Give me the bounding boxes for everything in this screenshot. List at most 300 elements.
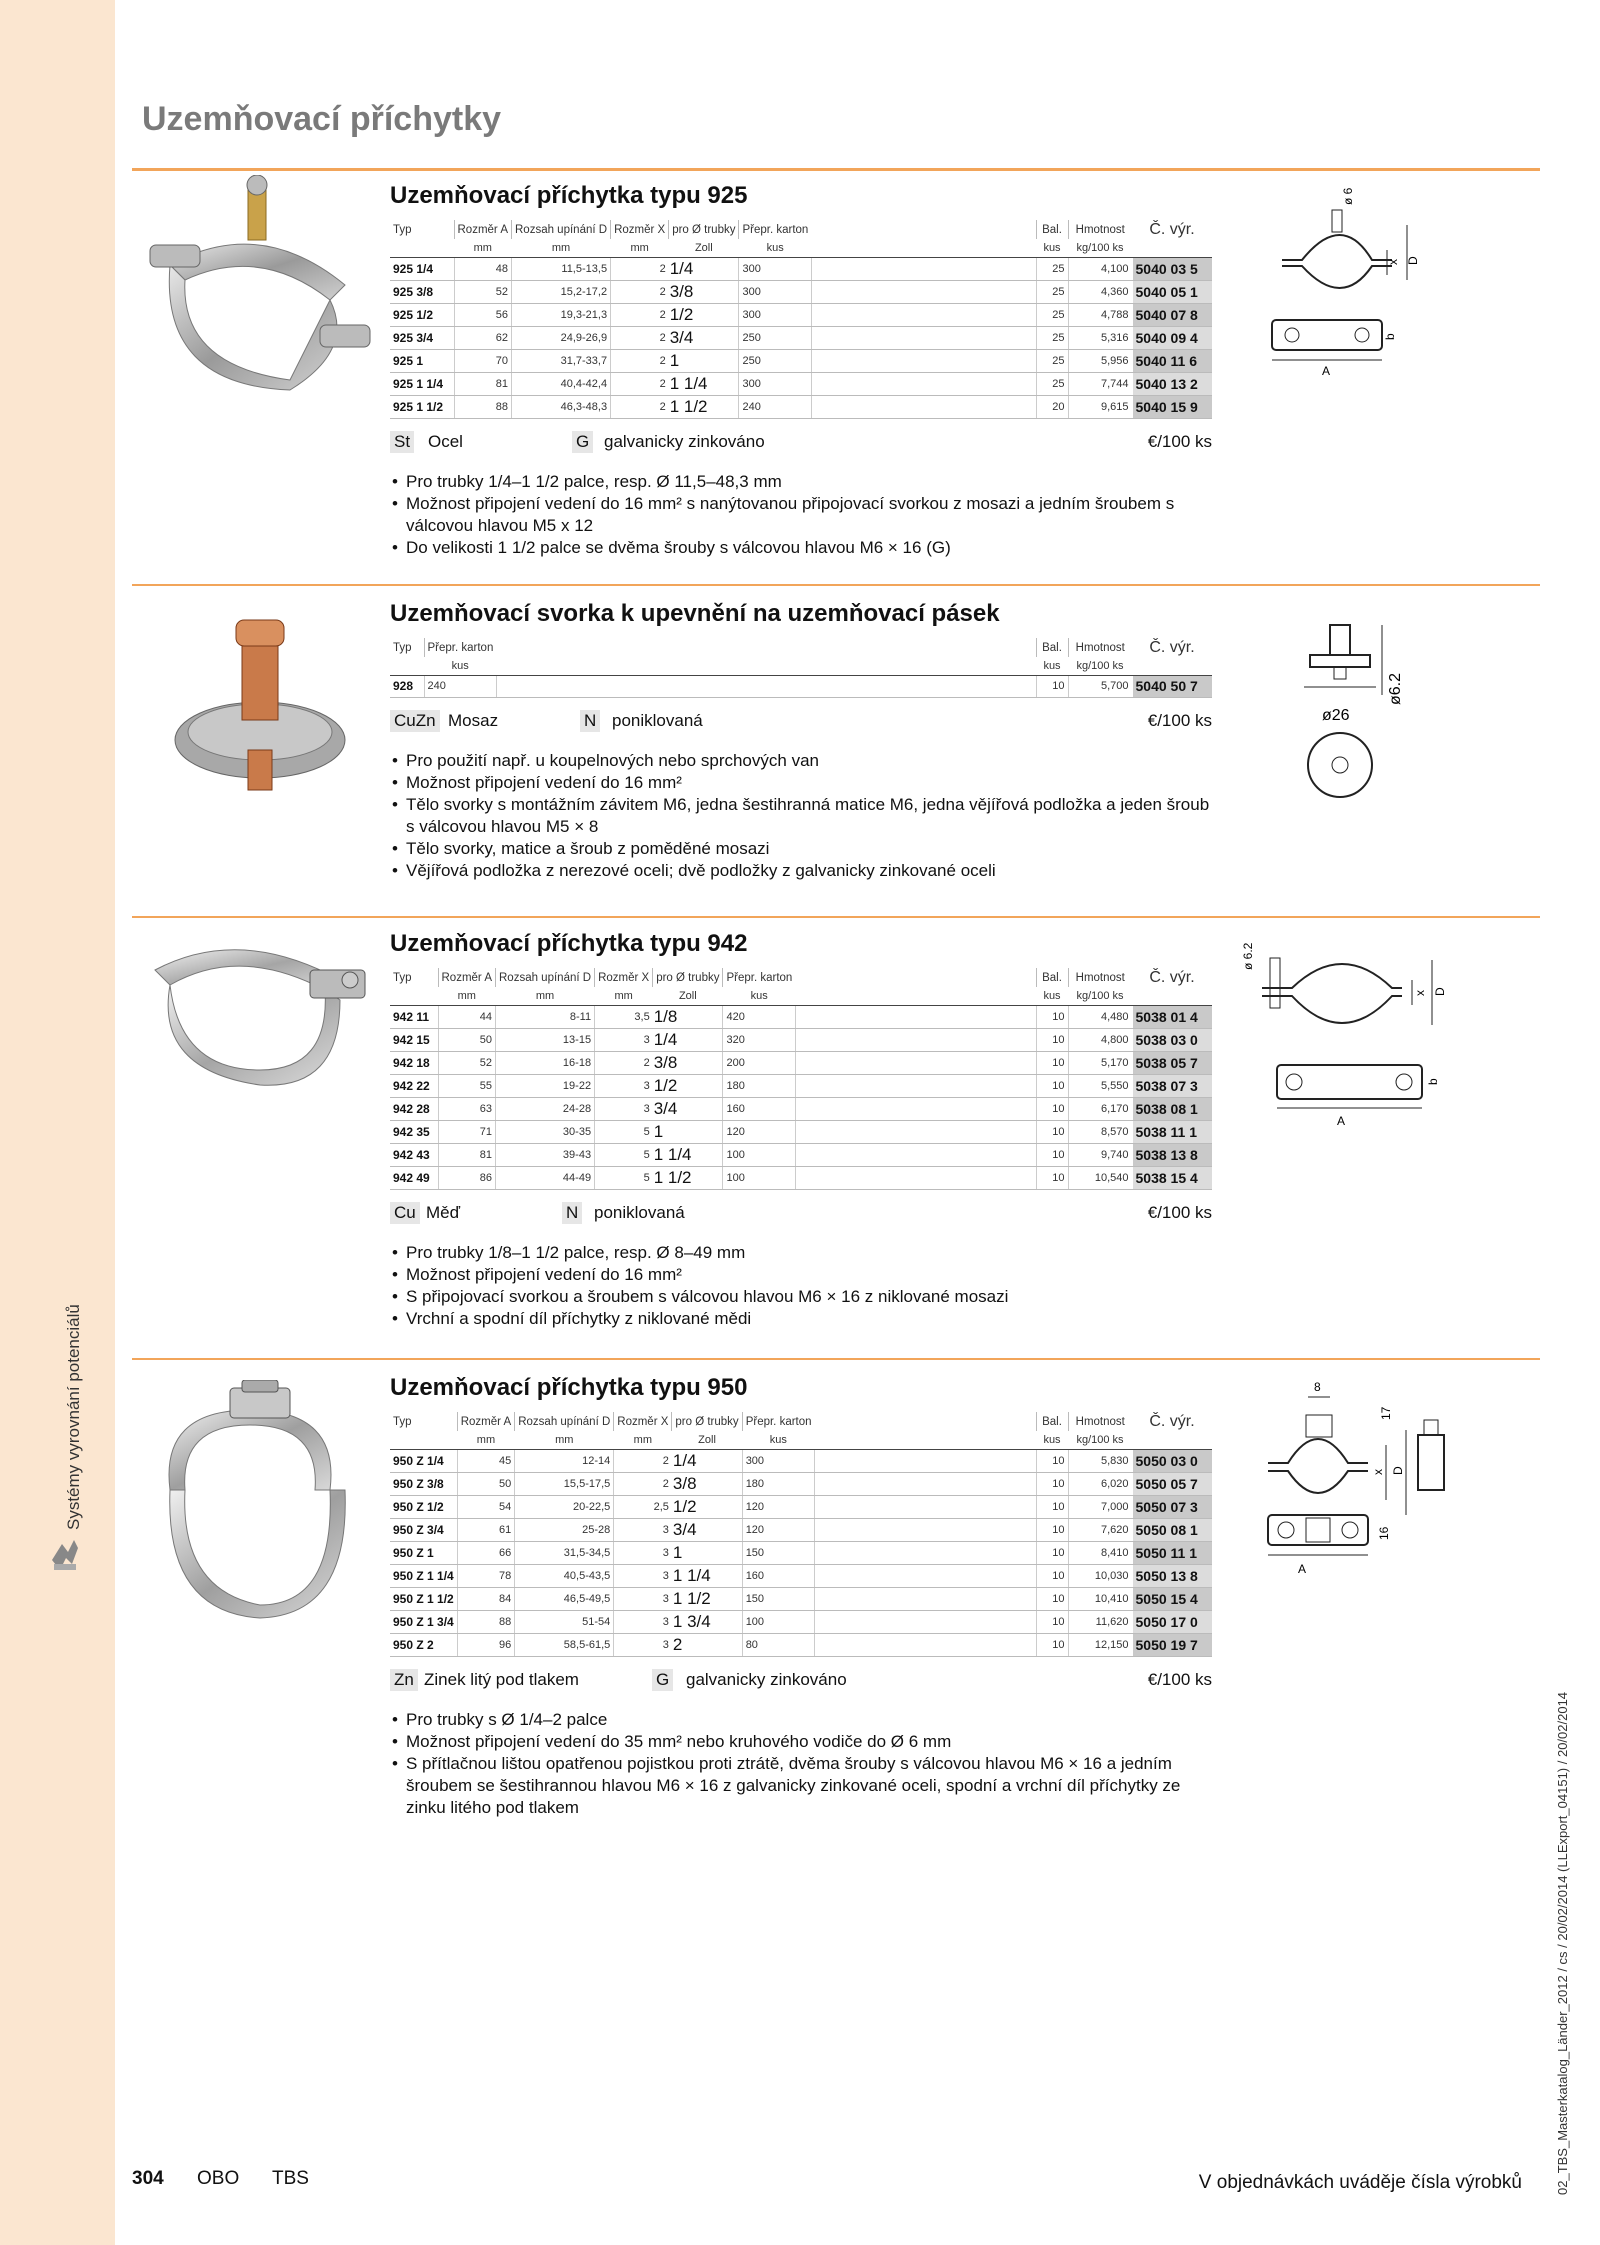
table-cell: 25 (1036, 372, 1068, 395)
table-cell (811, 239, 1036, 257)
footer-section: TBS (272, 2168, 309, 2189)
table-cell (811, 257, 1036, 280)
material-name: Ocel (428, 431, 463, 451)
table-cell (795, 1166, 1036, 1189)
col-hmotnost: Hmotnost (1068, 638, 1132, 657)
table-cell: 88 (457, 1610, 515, 1633)
section-title: Uzemňovací příchytka typu 925 (390, 182, 748, 209)
table-row (390, 1166, 1212, 1189)
table-cell (795, 1143, 1036, 1166)
table-cell: 925 1 1/2 (390, 395, 454, 418)
table-cell: 942 35 (390, 1120, 438, 1143)
table-cell: 100 (723, 1143, 795, 1166)
table-cell: 10 (1036, 1495, 1068, 1518)
table-cell: 2 (611, 372, 669, 395)
list-item: • Tělo svorky, matice a šroub z poměděné mosazi (390, 838, 1212, 860)
table-cell: 5050 17 0 (1132, 1610, 1212, 1633)
list-item: • Tělo svorky s montážním závitem M6, jedna šestihranná matice M6, jedna vějířová podložka a jeden šroub s válcovou hlavou M5 × 8 (390, 794, 1212, 838)
table-cell: 100 (742, 1610, 814, 1633)
table-cell: 950 Z 3/4 (390, 1518, 457, 1541)
table-cell: 5038 01 4 (1132, 1005, 1212, 1028)
bullet-list (390, 750, 1212, 882)
col-trubky: pro Ø trubky (669, 220, 739, 239)
table-cell: 4,800 (1068, 1028, 1132, 1051)
table-cell: 25 (1036, 280, 1068, 303)
table-cell: 5038 07 3 (1132, 1074, 1212, 1097)
table-cell (811, 395, 1036, 418)
table-cell: 925 1 1/4 (390, 372, 454, 395)
product-table-942 (390, 968, 1212, 1190)
table-cell: 250 (739, 349, 811, 372)
table-cell: 3 (614, 1564, 672, 1587)
table-cell: 10 (1036, 675, 1068, 697)
table-cell (1132, 657, 1212, 675)
page-title: Uzemňovací příchytky (142, 100, 502, 138)
table-cell: 5050 07 3 (1132, 1495, 1212, 1518)
table-cell: 10 (1036, 1143, 1068, 1166)
table-cell (1132, 239, 1212, 257)
material-line (390, 1202, 1212, 1232)
unit-mm: mm (595, 987, 653, 1005)
table-cell: 5 (595, 1143, 653, 1166)
unit-mm: mm (614, 1431, 672, 1449)
table-row (390, 1449, 1212, 1472)
drawing-label: 17 (1379, 1406, 1393, 1420)
table-cell: 62 (454, 326, 512, 349)
table-cell: 5050 03 0 (1132, 1449, 1212, 1472)
table-cell: 950 Z 3/8 (390, 1472, 457, 1495)
table-cell: 100 (723, 1166, 795, 1189)
col-rozsah: Rozsah upínání D (512, 220, 611, 239)
table-cell: 250 (739, 326, 811, 349)
table-cell: 1/4 (672, 1449, 742, 1472)
unit-kus: kus (739, 239, 811, 257)
list-item: • Vrchní a spodní díl příchytky z niklované mědi (390, 1308, 1212, 1330)
list-item: • Možnost připojení vedení do 16 mm² (390, 1264, 1212, 1286)
table-cell: 5040 15 9 (1132, 395, 1212, 418)
table-cell: 3 (595, 1074, 653, 1097)
table-cell: 160 (742, 1564, 814, 1587)
table-cell: 16-18 (496, 1051, 595, 1074)
table-cell: 5,170 (1068, 1051, 1132, 1074)
table-cell: 48 (454, 257, 512, 280)
table-cell: 1 1/2 (653, 1166, 723, 1189)
table-cell (795, 1051, 1036, 1074)
material-line (390, 710, 1212, 740)
table-cell (795, 1028, 1036, 1051)
table-row (390, 257, 1212, 280)
list-item: • S přítlačnou lištou opatřenou pojistkou proti ztrátě, dvěma šrouby s válcovou hlavou M6 × 16 a jedním šroubem se šestihrannou hlavou M6 × 16 z galvanicky zinkované oceli, spodní a vrchní díl příchytky ze zinku litého pod tlakem (390, 1753, 1212, 1819)
finish-code: G (652, 1669, 673, 1691)
table-cell: 12-14 (515, 1449, 614, 1472)
table-cell: 2 (614, 1449, 672, 1472)
table-row (390, 349, 1212, 372)
table-cell: 420 (723, 1005, 795, 1028)
table-row (390, 303, 1212, 326)
material-name: Měď (426, 1202, 461, 1222)
table-cell: 120 (723, 1120, 795, 1143)
table-cell: 7,000 (1068, 1495, 1132, 1518)
table-cell: 2 (672, 1633, 742, 1656)
table-cell: 56 (454, 303, 512, 326)
table-cell: 40,5-43,5 (515, 1564, 614, 1587)
drawing-label: ø26 (1322, 707, 1350, 724)
table-cell: 66 (457, 1541, 515, 1564)
table-cell: 1 1/2 (669, 395, 739, 418)
col-hmotnost: Hmotnost (1068, 1412, 1132, 1431)
table-cell: 31,5-34,5 (515, 1541, 614, 1564)
col-hmotnost: Hmotnost (1068, 968, 1132, 987)
unit-kg: kg/100 ks (1068, 239, 1132, 257)
table-cell: 25 (1036, 257, 1068, 280)
price-unit: €/100 ks (1147, 431, 1212, 451)
table-cell: 25 (1036, 326, 1068, 349)
drawing-label: x (1413, 990, 1427, 996)
unit-kus: kus (742, 1431, 814, 1449)
table-cell: 2 (614, 1472, 672, 1495)
table-cell: 70 (454, 349, 512, 372)
drawing-label: A (1322, 364, 1331, 378)
table-cell: 10 (1036, 1541, 1068, 1564)
table-row (390, 1074, 1212, 1097)
col-rozmer-a: Rozměr A (454, 220, 512, 239)
col-rozmer-a: Rozměr A (457, 1412, 515, 1431)
table-cell: 86 (438, 1166, 496, 1189)
table-row (390, 280, 1212, 303)
table-cell: 52 (438, 1051, 496, 1074)
table-cell: 3 (614, 1610, 672, 1633)
table-cell: 5038 03 0 (1132, 1028, 1212, 1051)
table-cell (815, 1587, 1036, 1610)
unit-mm: mm (438, 987, 496, 1005)
table-cell: 180 (723, 1074, 795, 1097)
bullet-list (390, 1242, 1212, 1330)
table-cell: 10 (1036, 1097, 1068, 1120)
product-photo-925 (140, 175, 380, 400)
table-cell: 950 Z 1 1/2 (390, 1587, 457, 1610)
footer-note: V objednávkách uváděje čísla výrobků (1198, 2172, 1522, 2193)
table-cell: 300 (739, 372, 811, 395)
table-row (390, 1610, 1212, 1633)
drawing-label: 8 (1314, 1380, 1321, 1394)
finish-name: poniklovaná (594, 1202, 685, 1222)
drawing-label: A (1337, 1114, 1346, 1128)
table-cell (811, 303, 1036, 326)
table-cell: 928 (390, 675, 424, 697)
list-item: • Možnost připojení vedení do 16 mm² s nanýtovanou připojovací svorkou z mosazi a jedním šroubem s válcovou hlavou M5 x 12 (390, 493, 1212, 537)
technical-drawing-928 (1282, 605, 1412, 810)
table-cell: 5040 50 7 (1132, 675, 1212, 697)
product-photo-928 (170, 600, 350, 800)
finish-name: galvanicky zinkováno (604, 431, 765, 451)
table-cell (815, 1518, 1036, 1541)
table-cell (795, 1005, 1036, 1028)
technical-drawing-950 (1258, 1375, 1458, 1585)
table-cell: 50 (457, 1472, 515, 1495)
unit-kus: kus (1036, 987, 1068, 1005)
table-cell: 1 1/4 (653, 1143, 723, 1166)
table-cell: 942 43 (390, 1143, 438, 1166)
side-section-label: Systémy vyrovnání potenciálů (64, 1304, 83, 1530)
table-cell: 8-11 (496, 1005, 595, 1028)
drawing-label: A (1298, 1562, 1307, 1576)
table-cell: 3,5 (595, 1005, 653, 1028)
table-cell: 300 (739, 303, 811, 326)
table-row (390, 675, 1212, 697)
table-row (390, 326, 1212, 349)
table-cell: 950 Z 1/4 (390, 1449, 457, 1472)
table-cell: 10 (1036, 1472, 1068, 1495)
col-cislo: Č. výr. (1149, 639, 1195, 656)
table-cell: 5038 05 7 (1132, 1051, 1212, 1074)
table-cell: 320 (723, 1028, 795, 1051)
table-cell: 71 (438, 1120, 496, 1143)
table-cell: 942 15 (390, 1028, 438, 1051)
table-row (390, 1143, 1212, 1166)
price-unit: €/100 ks (1147, 710, 1212, 730)
table-cell: 120 (742, 1495, 814, 1518)
table-cell: 10,030 (1068, 1564, 1132, 1587)
table-cell: 1 1/4 (672, 1564, 742, 1587)
table-cell: 44 (438, 1005, 496, 1028)
unit-kg: kg/100 ks (1068, 657, 1132, 675)
table-cell: 5,550 (1068, 1074, 1132, 1097)
drawing-label: x (1371, 1469, 1385, 1475)
table-cell (390, 239, 454, 257)
table-cell: 24-28 (496, 1097, 595, 1120)
table-cell: 5040 09 4 (1132, 326, 1212, 349)
table-cell: 10 (1036, 1074, 1068, 1097)
table-cell: 40,4-42,4 (512, 372, 611, 395)
table-cell: 5 (595, 1120, 653, 1143)
section-title: Uzemňovací příchytka typu 950 (390, 1374, 748, 1401)
table-cell: 5040 05 1 (1132, 280, 1212, 303)
table-cell: 5050 11 1 (1132, 1541, 1212, 1564)
drawing-label: D (1406, 256, 1420, 265)
table-cell (815, 1541, 1036, 1564)
col-spacer (795, 968, 1036, 987)
bullet-list (390, 471, 1212, 559)
table-cell: 5040 13 2 (1132, 372, 1212, 395)
table-cell: 1/2 (653, 1074, 723, 1097)
table-cell (795, 1120, 1036, 1143)
table-cell (815, 1431, 1036, 1449)
table-cell: 942 28 (390, 1097, 438, 1120)
table-row (390, 1541, 1212, 1564)
table-cell: 80 (742, 1633, 814, 1656)
col-rozmer-a: Rozměr A (438, 968, 496, 987)
table-row (390, 372, 1212, 395)
table-cell: 7,744 (1068, 372, 1132, 395)
table-cell (815, 1564, 1036, 1587)
table-row (390, 1564, 1212, 1587)
table-cell: 942 22 (390, 1074, 438, 1097)
price-unit: €/100 ks (1147, 1669, 1212, 1689)
table-cell: 942 49 (390, 1166, 438, 1189)
table-cell: 50 (438, 1028, 496, 1051)
technical-drawing-942 (1232, 930, 1462, 1140)
price-unit: €/100 ks (1147, 1202, 1212, 1222)
table-cell: 1/4 (653, 1028, 723, 1051)
table-cell: 950 Z 1 (390, 1541, 457, 1564)
table-cell: 3 (595, 1097, 653, 1120)
table-cell: 200 (723, 1051, 795, 1074)
unit-mm: mm (496, 987, 595, 1005)
table-cell: 55 (438, 1074, 496, 1097)
table-cell: 10 (1036, 1166, 1068, 1189)
table-cell: 10 (1036, 1587, 1068, 1610)
table-cell: 6,170 (1068, 1097, 1132, 1120)
table-cell: 5,956 (1068, 349, 1132, 372)
section-928 (390, 600, 1212, 882)
section-divider (132, 916, 1540, 918)
table-cell: 3 (614, 1518, 672, 1541)
col-cislo: Č. výr. (1149, 1413, 1195, 1430)
table-cell: 2 (611, 326, 669, 349)
table-cell: 240 (739, 395, 811, 418)
material-line (390, 431, 1212, 461)
table-cell: 19,3-21,3 (512, 303, 611, 326)
table-cell: 10 (1036, 1051, 1068, 1074)
unit-kg: kg/100 ks (1068, 1431, 1132, 1449)
col-typ: Typ (393, 972, 412, 984)
table-cell: 2 (611, 349, 669, 372)
finish-name: galvanicky zinkováno (686, 1669, 847, 1689)
table-cell: 8,410 (1068, 1541, 1132, 1564)
unit-zoll: Zoll (669, 239, 739, 257)
table-cell: 120 (742, 1518, 814, 1541)
table-cell: 10,540 (1068, 1166, 1132, 1189)
table-cell (811, 326, 1036, 349)
material-line (390, 1669, 1212, 1699)
drawing-label: D (1433, 987, 1447, 996)
col-bal: Bal. (1036, 638, 1068, 657)
table-cell: 11,620 (1068, 1610, 1132, 1633)
table-cell: 950 Z 1/2 (390, 1495, 457, 1518)
list-item: • Možnost připojení vedení do 35 mm² nebo kruhového vodiče do Ø 6 mm (390, 1731, 1212, 1753)
table-row (390, 1495, 1212, 1518)
drawing-label: b (1426, 1078, 1440, 1085)
table-cell (815, 1449, 1036, 1472)
table-cell: 46,5-49,5 (515, 1587, 614, 1610)
table-cell: 3 (614, 1633, 672, 1656)
table-cell: 2 (611, 395, 669, 418)
table-cell: 950 Z 2 (390, 1633, 457, 1656)
table-cell: 10 (1036, 1005, 1068, 1028)
table-cell: 5,700 (1068, 675, 1132, 697)
unit-mm: mm (454, 239, 512, 257)
table-cell: 9,615 (1068, 395, 1132, 418)
table-cell: 5038 11 1 (1132, 1120, 1212, 1143)
unit-kus: kus (1036, 1431, 1068, 1449)
table-cell: 1/8 (653, 1005, 723, 1028)
col-rozmer-x: Rozměr X (595, 968, 653, 987)
table-cell: 52 (454, 280, 512, 303)
table-cell: 3/8 (672, 1472, 742, 1495)
technical-drawing-925 (1262, 180, 1422, 390)
table-cell: 1 (672, 1541, 742, 1564)
table-row (390, 1633, 1212, 1656)
table-cell: 1/2 (669, 303, 739, 326)
table-cell: 300 (742, 1449, 814, 1472)
list-item: • Pro trubky s Ø 1/4–2 palce (390, 1709, 1212, 1731)
table-cell: 9,740 (1068, 1143, 1132, 1166)
table-cell: 5,316 (1068, 326, 1132, 349)
table-cell: 84 (457, 1587, 515, 1610)
table-cell: 63 (438, 1097, 496, 1120)
table-row (390, 1028, 1212, 1051)
table-cell: 5050 15 4 (1132, 1587, 1212, 1610)
table-row (390, 1005, 1212, 1028)
table-cell: 5040 07 8 (1132, 303, 1212, 326)
table-cell: 19-22 (496, 1074, 595, 1097)
material-name: Mosaz (448, 710, 499, 730)
table-cell (811, 280, 1036, 303)
finish-code: G (572, 431, 593, 453)
unit-zoll: Zoll (672, 1431, 742, 1449)
table-cell: 160 (723, 1097, 795, 1120)
table-cell: 12,150 (1068, 1633, 1132, 1656)
table-cell: 31,7-33,7 (512, 349, 611, 372)
col-spacer (811, 220, 1036, 239)
col-prepr: Přepr. karton (424, 638, 496, 657)
table-cell: 15,2-17,2 (512, 280, 611, 303)
table-cell: 1 (669, 349, 739, 372)
unit-kus: kus (1036, 657, 1068, 675)
table-cell: 3/4 (653, 1097, 723, 1120)
table-cell (390, 657, 424, 675)
list-item: • Pro trubky 1/8–1 1/2 palce, resp. Ø 8–49 mm (390, 1242, 1212, 1264)
col-prepr: Přepr. karton (739, 220, 811, 239)
table-cell: 2 (611, 280, 669, 303)
table-cell: 46,3-48,3 (512, 395, 611, 418)
section-942 (390, 930, 1212, 1330)
table-cell: 10 (1036, 1028, 1068, 1051)
table-cell: 5,830 (1068, 1449, 1132, 1472)
table-cell: 10 (1036, 1518, 1068, 1541)
table-cell: 300 (739, 257, 811, 280)
table-cell: 2,5 (614, 1495, 672, 1518)
table-cell (496, 675, 1036, 697)
material-code: CuZn (390, 710, 440, 732)
table-cell: 950 Z 1 1/4 (390, 1564, 457, 1587)
table-cell: 88 (454, 395, 512, 418)
finish-code: N (562, 1202, 582, 1224)
table-cell: 2 (611, 303, 669, 326)
drawing-label: 16 (1377, 1526, 1391, 1540)
list-item: • Pro trubky 1/4–1 1/2 palce, resp. Ø 11,5–48,3 mm (390, 471, 1212, 493)
table-cell (1132, 1431, 1212, 1449)
table-cell: 150 (742, 1541, 814, 1564)
table-cell: 5040 11 6 (1132, 349, 1212, 372)
table-cell: 51-54 (515, 1610, 614, 1633)
table-row (390, 1587, 1212, 1610)
col-trubky: pro Ø trubky (653, 968, 723, 987)
table-cell: 925 1/4 (390, 257, 454, 280)
table-cell: 3 (614, 1541, 672, 1564)
table-cell (1132, 987, 1212, 1005)
table-cell: 5038 08 1 (1132, 1097, 1212, 1120)
table-cell: 96 (457, 1633, 515, 1656)
table-cell: 54 (457, 1495, 515, 1518)
footer-brand: OBO (197, 2168, 240, 2189)
table-cell: 950 Z 1 3/4 (390, 1610, 457, 1633)
table-cell: 30-35 (496, 1120, 595, 1143)
table-cell: 10,410 (1068, 1587, 1132, 1610)
table-cell (795, 987, 1036, 1005)
list-item: • S připojovací svorkou a šroubem s válcovou hlavou M6 × 16 z niklované mosazi (390, 1286, 1212, 1308)
table-row (390, 1097, 1212, 1120)
